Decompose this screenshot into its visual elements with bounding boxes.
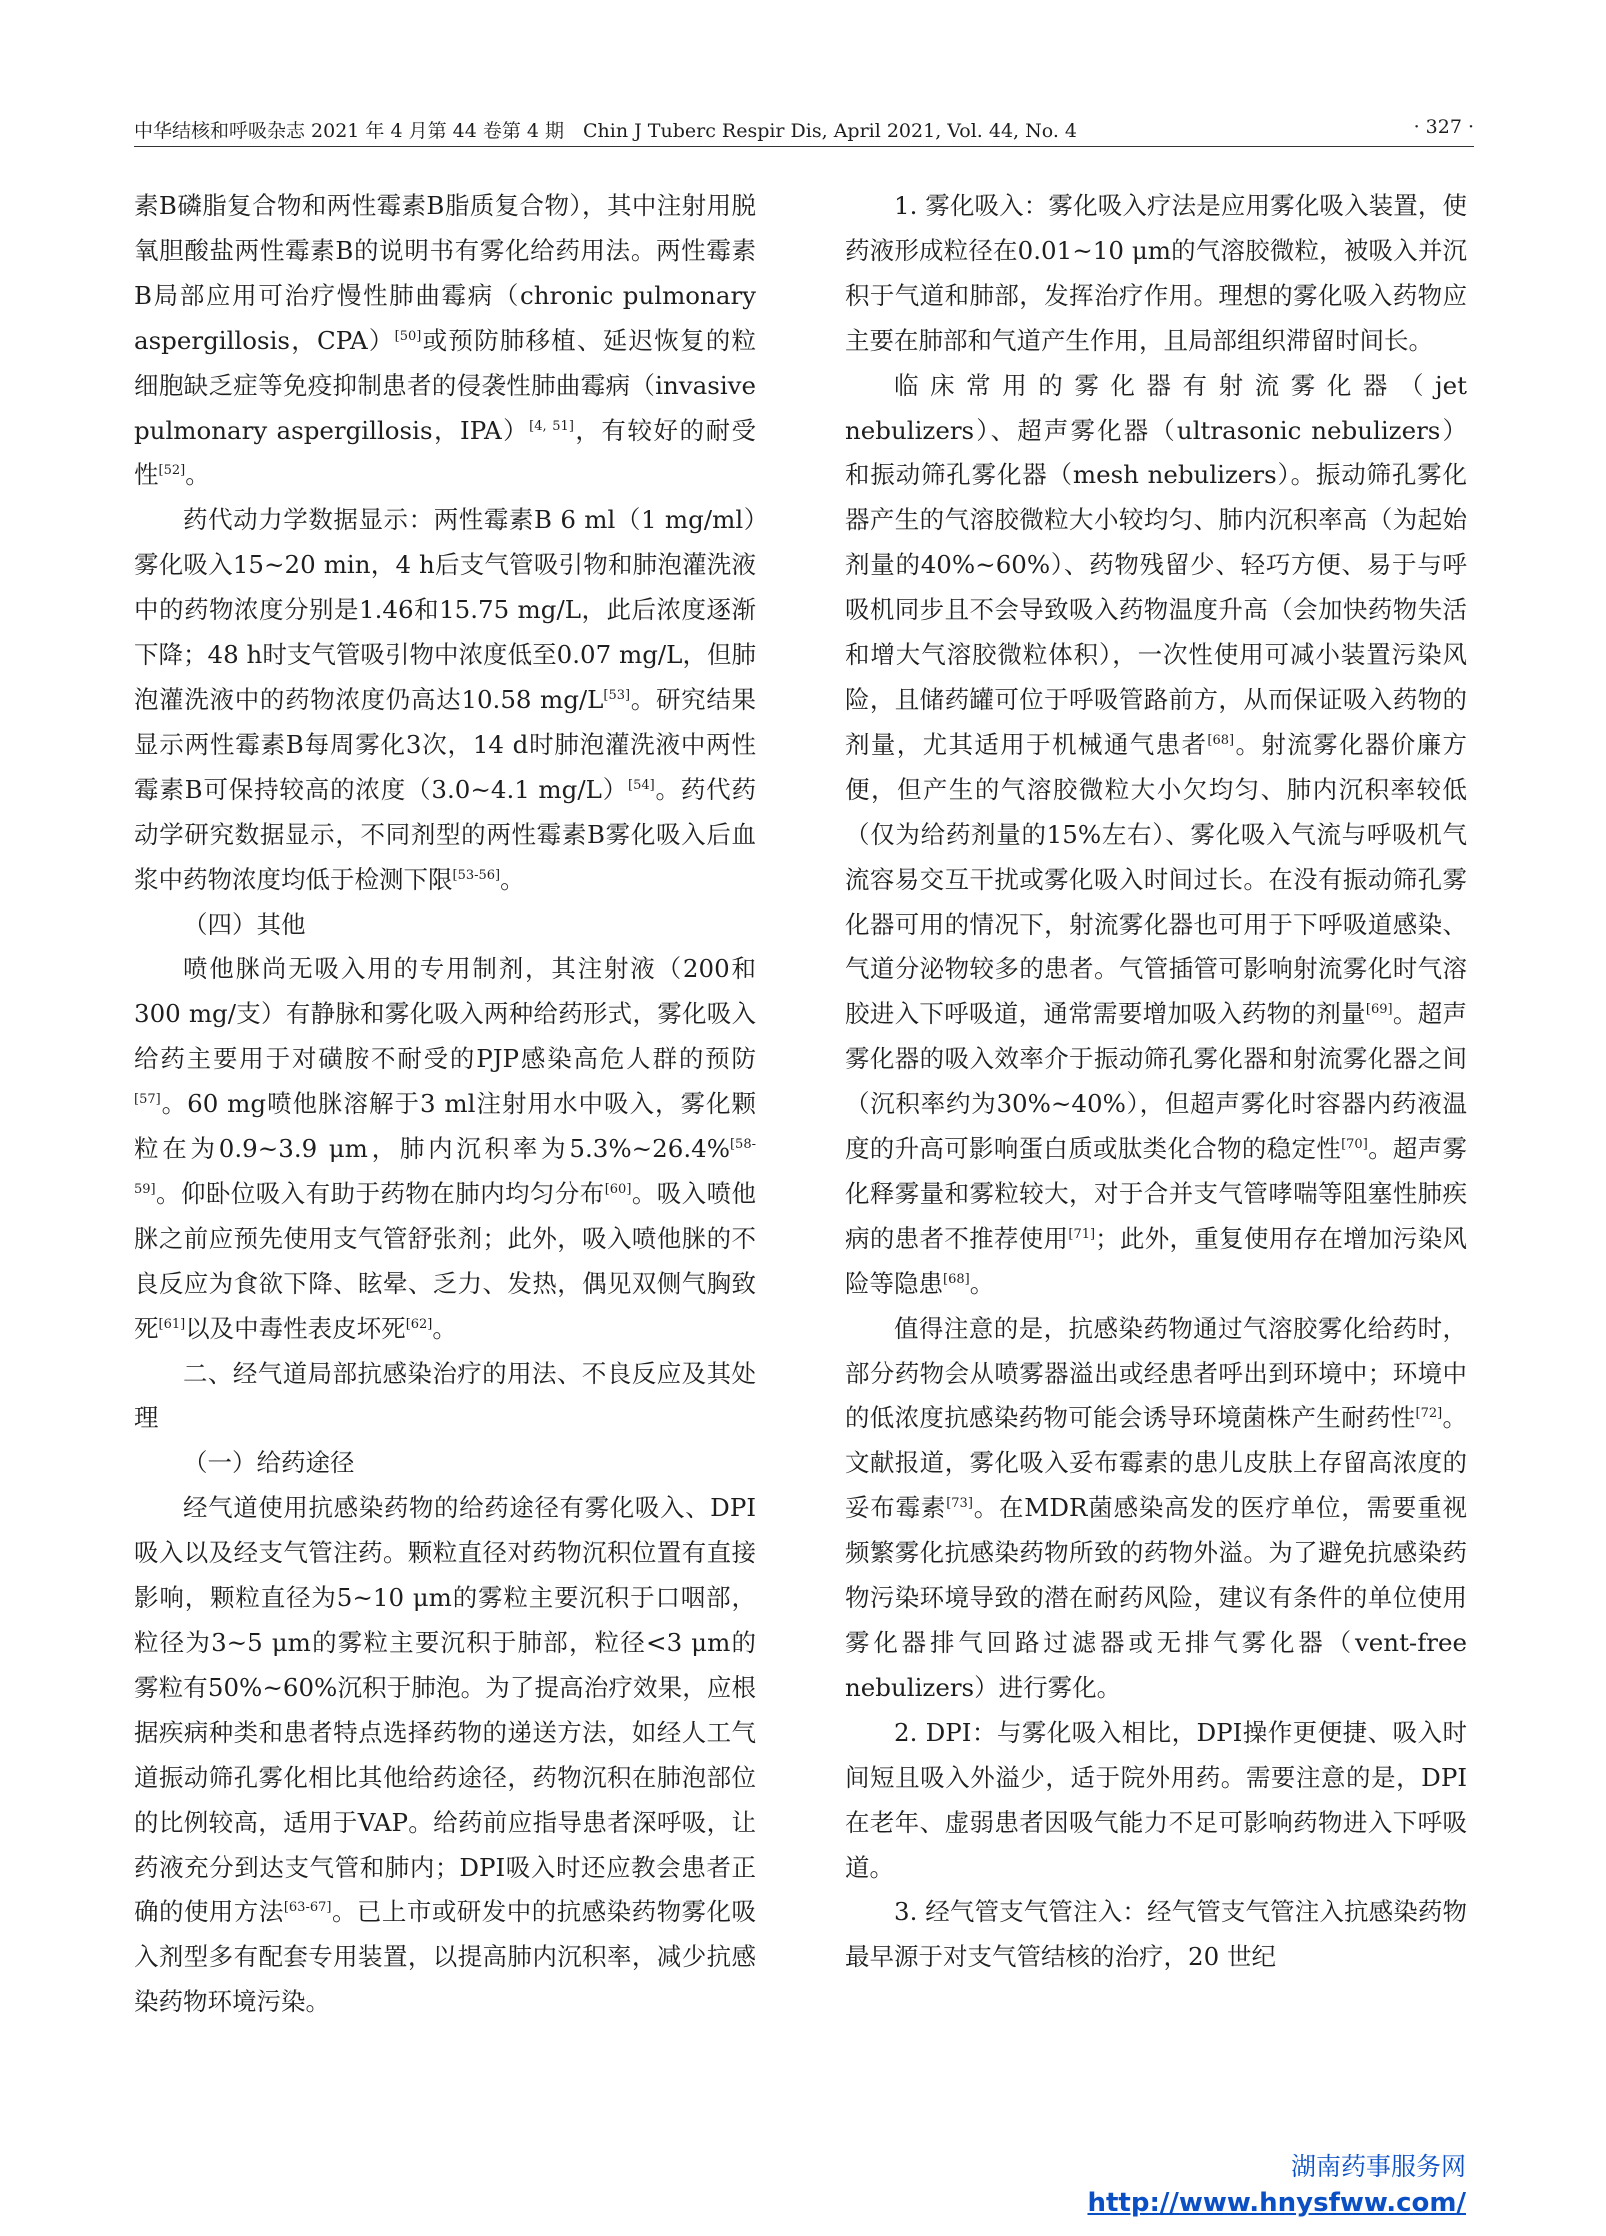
paragraph: 2. DPI：与雾化吸入相比，DPI操作更便捷、吸入时间短且吸入外溢少，适于院外用药。需要注意的是，DPI在老年、虚弱患者因吸气能力不足可影响药物进入下呼吸道。 bbox=[845, 1717, 1467, 1882]
paragraph: 经气道使用抗感染药物的给药途径有雾化吸入、DPI吸入以及经支气管注药。颗粒直径对药物沉积位置有直接影响，颗粒直径为5~10 μm的雾粒主要沉积于口咽部，粒径为3~5 μm的雾粒主要沉积于肺部，粒径<3 μm的雾粒有50%~60%沉积于肺泡。为了提高治疗效果，应根据疾病种类和患者特点选择药物的递送方法，如经人工气道振动筛孔雾化相比其他给药途径，药物沉积在肺泡部位的比例较高，适用于VAP。给药前应指导患者深呼吸，让药液充分到达支气管和肺内；DPI吸入时还应教会患者正确的使用方法[63-67]。已上市或研发中的抗感染药物雾化吸入剂型多有配套专用装置，以提高肺内沉积率，减少抗感染药物环境污染。 bbox=[134, 1493, 757, 2017]
paragraph: 1. 雾化吸入：雾化吸入疗法是应用雾化吸入装置，使药液形成粒径在0.01~10 μm的气溶胶微粒，被吸入并沉积于气道和肺部，发挥治疗作用。理想的雾化吸入药物应主要在肺部和气道产生作用，且局部组织滞留时间长。 bbox=[845, 191, 1467, 355]
paragraph: 喷他脒尚无吸入用的专用制剂，其注射液（200和300 mg/支）有静脉和雾化吸入两种给药形式，雾化吸入给药主要用于对磺胺不耐受的PJP感染高危人群的预防[57]。60 mg喷他脒溶解于3 ml注射用水中吸入，雾化颗粒在为0.9~3.9 μm，肺内沉积率为5.3%~26.4%[58-59]。仰卧位吸入有助于药物在肺内均匀分布[60]。吸入喷他脒之前应预先使用支气管舒张剂；此外，吸入喷他脒的不良反应为食欲下降、眩晕、乏力、发热，偶见双侧气胸致死[61]以及中毒性表皮坏死[62]。 bbox=[134, 954, 757, 1343]
journal-citation: 中华结核和呼吸杂志 2021 年 4 月第 44 卷第 4 期 Chin J Tuberc Respir Dis, April 2021, Vol. 44, No. 4 bbox=[134, 120, 1078, 142]
citation: [53-56] bbox=[452, 867, 501, 883]
citation: [61] bbox=[158, 1316, 186, 1332]
paragraph: 值得注意的是，抗感染药物通过气溶胶雾化给药时，部分药物会从喷雾器溢出或经患者呼出到环境中；环境中的低浓度抗感染药物可能会诱导环境菌株产生耐药性[72]。文献报道，雾化吸入妥布霉素的患儿皮肤上存留高浓度的妥布霉素[73]。在MDR菌感染高发的医疗单位，需要重视频繁雾化抗感染药物所致的药物外溢。为了避免抗感染药物污染环境导致的潜在耐药风险，建议有条件的单位使用雾化器排气回路过滤器或无排气雾化器（vent-free nebulizers）进行雾化。 bbox=[845, 1313, 1468, 1702]
citation: [68] bbox=[943, 1271, 970, 1287]
subsection-heading: （一）给药途径 bbox=[183, 1448, 355, 1478]
citation: [63-67] bbox=[283, 1900, 332, 1916]
section-heading: （四）其他 bbox=[183, 909, 306, 939]
running-header bbox=[134, 112, 1474, 147]
citation: [57] bbox=[134, 1092, 161, 1108]
site-url-link[interactable]: http://www.hnysfww.com/ bbox=[1087, 2188, 1466, 2218]
site-name: 湖南药事服务网 bbox=[1290, 2152, 1466, 2181]
watermark-footer bbox=[1087, 2150, 1466, 2222]
citation: [53] bbox=[603, 687, 631, 703]
section-heading: 二、经气道局部抗感染治疗的用法、不良反应及其处理 bbox=[134, 1358, 756, 1433]
paragraph: 素B磷脂复合物和两性霉素B脂质复合物），其中注射用脱氧胆酸盐两性霉素B的说明书有雾化给药用法。两性霉素B局部应用可治疗慢性肺曲霉病（chronic pulmonary aspergillosis，CPA）[50]或预防肺移植、延迟恢复的粒细胞缺乏症等免疫抑制患者的侵袭性肺曲霉病（invasive pulmonary aspergillosis，IPA）[4, 51]，有较好的耐受性[52]。 bbox=[134, 191, 757, 490]
page-number: · 327 · bbox=[1413, 116, 1474, 138]
paragraph: 临床常用的雾化器有射流雾化器（jet nebulizers）、超声雾化器（ultrasonic nebulizers）和振动筛孔雾化器（mesh nebulizers）。振动筛孔雾化器产生的气溶胶微粒大小较均匀、肺内沉积率高（为起始剂量的40%~60%）、药物残留少、轻巧方便、易于与呼吸机同步且不会导致吸入药物温度升高（会加快药物失活和增大气溶胶微粒体积），一次性使用可减小装置污染风险，且储药罐可位于呼吸管路前方，从而保证吸入药物的剂量，尤其适用于机械通气患者[68]。射流雾化器价廉方便，但产生的气溶胶微粒大小欠均匀、肺内沉积率较低（仅为给药剂量的15%左右）、雾化吸入气流与呼吸机气流容易交互干扰或雾化吸入时间过长。在没有振动筛孔雾化器可用的情况下，射流雾化器也可用于下呼吸道感染、气道分泌物较多的患者。气管插管可影响射流雾化时气溶胶进入下呼吸道，通常需要增加吸入药物的剂量[69]。超声雾化器的吸入效率介于振动筛孔雾化器和射流雾化器之间（沉积率约为30%~40%），但超声雾化时容器内药液温度的升高可影响蛋白质或肽类化合物的稳定性[70]。超声雾化释雾量和雾粒较大，对于合并支气管哮喘等阻塞性肺疾病的患者不推荐使用[71]；此外，重复使用存在增加污染风险等隐患[68]。 bbox=[845, 370, 1468, 1298]
citation: [54] bbox=[628, 777, 655, 793]
citation: [58-59] bbox=[134, 1137, 756, 1197]
citation: [60] bbox=[604, 1181, 632, 1197]
citation: [52] bbox=[158, 463, 186, 479]
left-column bbox=[134, 184, 756, 2025]
paragraph: 3. 经气管支气管注入：经气管支气管注入抗感染药物最早源于对支气管结核的治疗，20 世纪 bbox=[845, 1897, 1467, 1972]
citation: [71] bbox=[1068, 1226, 1096, 1242]
right-column bbox=[845, 184, 1467, 1980]
citation: [69] bbox=[1365, 1002, 1393, 1018]
paragraph: 药代动力学数据显示：两性霉素B 6 ml（1 mg/ml）雾化吸入15~20 min，4 h后支气管吸引物和肺泡灌洗液中的药物浓度分别是1.46和15.75 mg/L，此后浓度逐渐下降；48 h时支气管吸引物中浓度低至0.07 mg/L，但肺泡灌洗液中的药物浓度仍高达10.58 mg/L[53]。研究结果显示两性霉素B每周雾化3次，14 d时肺泡灌洗液中两性霉素B可保持较高的浓度（3.0~4.1 mg/L）[54]。药代药动学研究数据显示，不同剂型的两性霉素B雾化吸入后血浆中药物浓度均低于检测下限[53-56]。 bbox=[134, 505, 757, 894]
citation: [62] bbox=[405, 1316, 433, 1332]
citation: [68] bbox=[1207, 732, 1235, 748]
citation: [50] bbox=[394, 328, 422, 344]
citation: [73] bbox=[946, 1496, 973, 1512]
citation: [72] bbox=[1415, 1406, 1443, 1422]
citation: [4, 51] bbox=[529, 418, 574, 434]
citation: [70] bbox=[1341, 1137, 1368, 1153]
